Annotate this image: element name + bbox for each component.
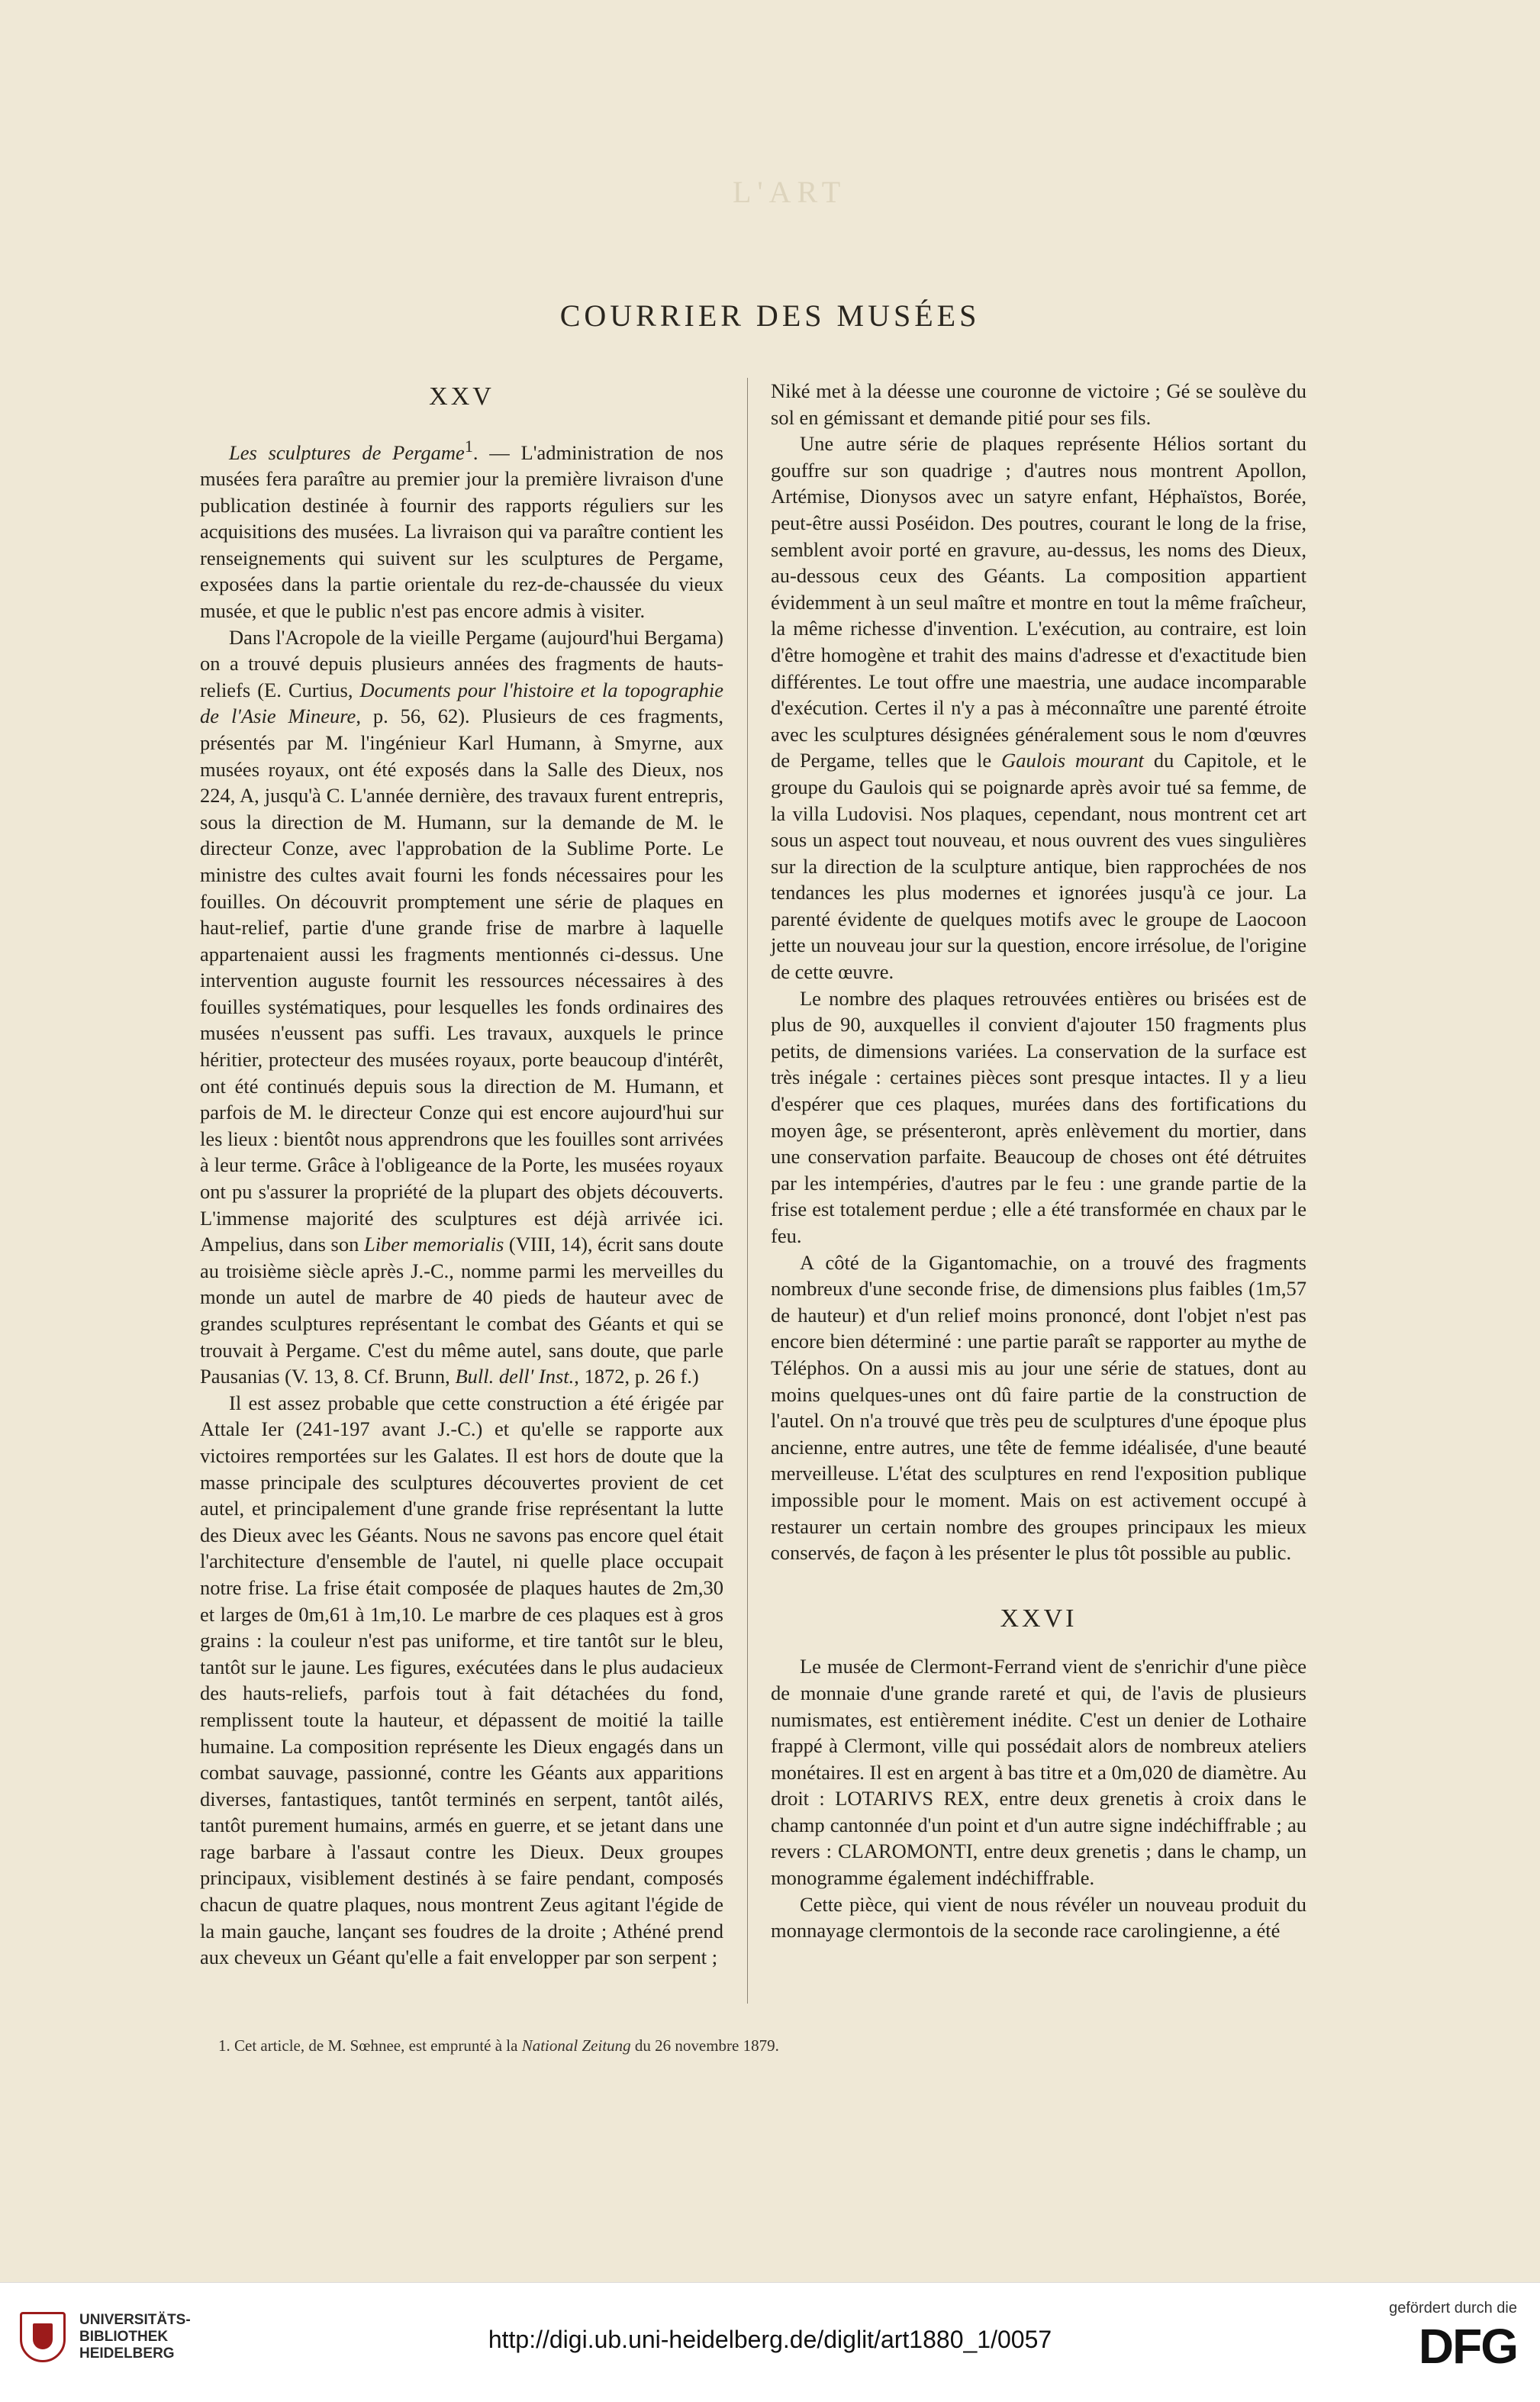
- italic-reference: Documents pour l'histoire et la topographie de l'Asie Mineure: [200, 678, 723, 728]
- paragraph: A côté de la Gigantomachie, on a trouvé des fragments nombreux d'une seconde frise, de dimensions plus faibles (1m,57 de hauteur) et d'un relief moins prononcé, dont l'objet n'est pas encore bien déterminé : une partie paraît se rapporter au mythe de Téléphos. On a aussi mis au jour une série de statues, dont au moins quelques-unes ont dû faire partie de la construction de l'autel. On n'a trouvé que très peu de sculptures d'une époque plus ancienne, entre autres, une tête de femme idéalisée, d'une beauté merveilleuse. L'état des sculptures en rend l'exposition publique impossible pour le moment. Mais on est activement occupé à restaurer un certain nombre des groupes principaux les mieux conservés, de façon à les présenter le plus tôt possible au public.: [771, 1250, 1306, 1565]
- page-heading: COURRIER DES MUSÉES: [559, 298, 981, 333]
- article-title: Les sculptures de Pergame: [229, 440, 465, 464]
- section-number-xxv: XXV: [429, 382, 495, 411]
- paragraph: Les sculptures de Pergame$^1$. — L'administration de nos musées fera paraître au premier jour la première livraison d'une publication destinée à fournir des rapports réguliers sur les acquisitions des musées. La livraison qui va paraître contient les renseignements qui suivent sur les sculptures de Pergame, exposées dans la partie orientale du rez-de-chaussée du vieux musée, et que le public n'est pas encore admis à visiter.: [200, 436, 723, 622]
- column-divider: [747, 378, 748, 2004]
- running-head-ghost: L'ART: [733, 175, 847, 209]
- paragraph: Dans l'Acropole de la vieille Pergame (aujourd'hui Bergama) on a trouvé depuis plusieurs années des fragments de hauts-reliefs (E. Curtius, Documents pour l'histoire et la topographie de l'Asie Mineure, p. 56, 62). Plusieurs de ces fragments, présentés par M. l'ingénieur Karl Humann, à Smyrne, aux musées royaux, ont été exposés dans la Salle des Dieux, nos 224, A, jusqu'à C. L'année dernière, des travaux furent entrepris, sous la direction de M. Humann, sur la demande de M. le directeur Conze, avec l'approbation de la Sublime Porte. Le ministre des cultes avait fourni les fonds nécessaires pour les fouilles. On découvrit promptement une série de plaques en haut-relief, partie d'une grande frise de marbre à laquelle appartenaient aussi les fragments mentionnés ci-dessus. Une intervention auguste fournit les ressources nécessaires à des fouilles systématiques, pour lesquelles les fonds ordinaires des musées n'eussent pas suffi. Les travaux, auxquels le prince héritier, protecteur des musées royaux, porte beaucoup d'intérêt, ont été continués depuis sous la direction de M. Humann, et parfois de M. le directeur Conze qui est encore aujourd'hui sur les lieux : bientôt nous apprendrons que les fouilles sont arrivées à leur terme. Grâce à l'obligeance de la Porte, les musées royaux ont pu s'assurer la propriété de la plupart des objets découverts. L'immense majorité des sculptures est déjà arrivée ici. Ampelius, dans son Liber memorialis (VIII, 14), écrit sans doute au troisième siècle après J.-C., nomme parmi les merveilles du monde un autel de marbre de 40 pieds de hauteur avec de grandes sculptures représentant le combat des Géants et qui se trouvait à Pergame. C'est du même autel, sans doute, que parle Pausanias (V. 13, 8. Cf. Brunn, Bull. dell' Inst., 1872, p. 26 f.): [200, 625, 723, 1388]
- paragraph: Le nombre des plaques retrouvées entières ou brisées est de plus de 90, auxquelles il convient d'ajouter 150 fragments plus petits, de dimensions variées. La conservation de la surface est très inégale : certaines pièces sont presque intactes. Il y a lieu d'espérer que ces plaques, murées dans des fortifications du moyen âge, se présenteront, après enlèvement du mortier, dans une conservation parfaite. Beaucoup de choses ont été détruites par les intempéries, d'autres par le feu : une grande partie de la frise est totalement perdue ; elle a été transformée en chaux par le feu.: [771, 986, 1306, 1247]
- paragraph: Niké met à la déesse une couronne de victoire ; Gé se soulève du sol en gémissant et demande pitié pour ses fils.: [771, 379, 1306, 429]
- paragraph: Cette pièce, qui vient de nous révéler un nouveau produit du monnayage clermontois de la seconde race carolingienne, a été: [771, 1892, 1306, 1943]
- paragraph: Il est assez probable que cette construction a été érigée par Attale Ier (241-197 avant J.-C.) et qu'elle se rapporte aux victoires remportées sur les Galates. Il est hors de doute que la masse principale des sculptures découvertes provient de cet autel, et principalement d'une grande frise représentant la lutte des Dieux avec les Géants. Nous ne savons pas encore quel était l'architecture d'ensemble de l'autel, ni quelle place occupait notre frise. La frise était composée de plaques hautes de 2m,30 et larges de 0m,61 à 1m,10. Le marbre de ces plaques est à gros grains : la couleur n'est pas uniforme, et tire tantôt sur le bleu, tantôt sur le jaune. Les figures, exécutées dans le plus audacieux des hauts-reliefs, parfois tout à fait détachées du fond, remplissent toute la hauteur, et dépassent de moitié la taille humaine. La composition représente les Dieux engagés dans un combat sauvage, passionné, contre les Géants aux apparitions diverses, fantastiques, tantôt terminés en serpent, tantôt ailés, tantôt purement humains, armés en guerre, et se jetant dans une rage barbare à l'assaut contre les Dieux. Deux groupes principaux, visiblement destinés à se faire pendant, composés chacun de quatre plaques, nous montrent Zeus agitant l'égide de la main gauche, lançant ses foudres de la droite ; Athéné prend aux cheveux un Géant qu'elle a fait envelopper par son serpent ;: [200, 1391, 723, 1969]
- funded-by-label: gefördert durch die: [1389, 2300, 1517, 2317]
- viewer-footer-bar: [0, 2282, 1540, 2402]
- paragraph: Le musée de Clermont-Ferrand vient de s'enrichir d'une pièce de monnaie d'une grande rareté et qui, de l'avis de plusieurs numismates, est entièrement inédite. C'est un denier de Lothaire frappé à Clermont, ville qui possédait alors de nombreux ateliers monétaires. Il est en argent à bas titre et a 0m,020 de diamètre. Au droit : LOTARIVS REX, entre deux grenetis à croix dans le champ cantonnée d'un point et d'un autre signe indéchiffrable ; au revers : CLAROMONTI, entre deux grenetis ; dans le champ, un monogramme également indéchiffrable.: [771, 1655, 1306, 1890]
- right-column: [771, 378, 1306, 1944]
- left-column: [200, 378, 723, 1971]
- italic-reference: Liber memorialis: [363, 1233, 504, 1256]
- dfg-logo[interactable]: DFG: [1418, 2319, 1517, 2374]
- footnote: 1. Cet article, de M. Sœhnee, est emprunté à la National Zeitung du 26 novembre 1879.: [218, 2036, 779, 2055]
- italic-reference: Bull. dell' Inst.: [455, 1365, 575, 1388]
- italic-reference: National Zeitung: [521, 2036, 631, 2055]
- footnote-reference: 1: [464, 436, 473, 456]
- section-number-xxvi: XXVI: [1000, 1604, 1078, 1633]
- permalink-url[interactable]: http://digi.ub.uni-heidelberg.de/diglit/art1880_1/0057: [488, 2326, 1052, 2353]
- italic-reference: Gaulois mourant: [1001, 749, 1144, 772]
- funder-block: [1389, 2300, 1517, 2374]
- library-name: UNIVERSITÄTS- BIBLIOTHEK HEIDELBERG: [79, 2312, 191, 2362]
- footnote-number: 1.: [218, 2036, 230, 2055]
- paragraph: Une autre série de plaques représente Hélios sortant du gouffre sur son quadrige ; d'autres nous montrent Apollon, Artémise, Dionysos avec un satyre enfant, Héphaïstos, Borée, peut-être aussi Poséidon. Des poutres, courant le long de la frise, semblent avoir porté en gravure, au-dessus, les noms des Dieux, au-dessous ceux des Géants. La composition appartient évidemment à un seul maître et montre en tout la même fraîcheur, la même richesse d'invention. L'exécution, au contraire, est loin d'être homogène et trahit des mains d'adresse et d'exactitude bien différentes. Le tout offre une maestria, une audace incomparable d'exécution. Certes il n'y a pas à méconnaître une parenté étroite avec les sculptures désignées généralement sous le nom d'œuvres de Pergame, telles que le Gaulois mourant du Capitole, et le groupe du Gaulois qui se poignarde après avoir tué sa femme, de la villa Ludovisi. Nos plaques, cependant, nous montrent cet art sous un aspect tout nouveau, et nous ouvrent des vues singulières sur la direction de la sculpture antique, bien rapprochées de nos tendances les plus modernes et ignorées jusqu'à ce jour. La parenté évidente de quelques motifs avec le groupe de Laocoon jette un nouveau jour sur la question, encore irrésolue, de l'origine de cette œuvre.: [771, 432, 1306, 984]
